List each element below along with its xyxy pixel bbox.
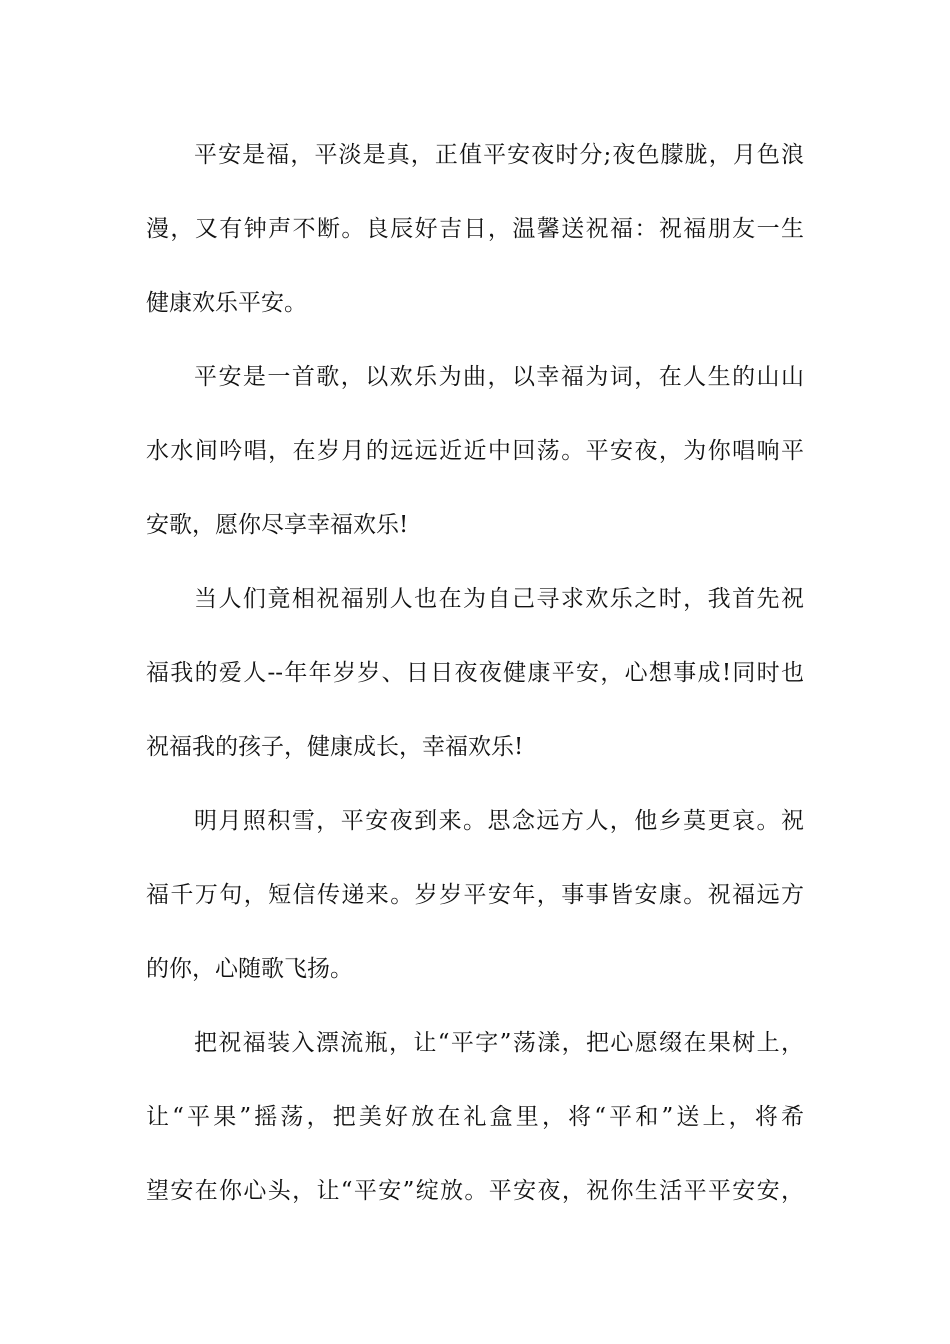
text-line: 平安是福，平淡是真，正值平安夜时分;夜色朦胧，月色浪 <box>194 142 804 168</box>
text-line: 健康欢乐平安。 <box>146 290 307 316</box>
paragraph-2 <box>146 340 804 562</box>
text-line: 漫，又有钟声不断。良辰好吉日，温馨送祝福：祝福朋友一生 <box>146 216 804 242</box>
text-line: 明月照积雪，平安夜到来。思念远方人，他乡莫更哀。祝 <box>194 808 804 834</box>
text-line: 让“平果”摇荡，把美好放在礼盒里，将“平和”送上，将希 <box>146 1104 804 1130</box>
text-line: 福千万句，短信传递来。岁岁平安年，事事皆安康。祝福远方 <box>146 882 804 908</box>
paragraph-4 <box>146 784 804 1006</box>
document-body <box>146 118 804 1228</box>
text-line: 安歌，愿你尽享幸福欢乐! <box>146 512 409 538</box>
paragraph-5 <box>146 1006 804 1228</box>
paragraph-3 <box>146 562 804 784</box>
text-line: 当人们竟相祝福别人也在为自己寻求欢乐之时，我首先祝 <box>194 586 804 612</box>
text-line: 望安在你心头，让“平安”绽放。平安夜，祝你生活平平安安， <box>146 1178 804 1204</box>
text-line: 的你，心随歌飞扬。 <box>146 956 353 982</box>
text-line: 平安是一首歌，以欢乐为曲，以幸福为词，在人生的山山 <box>194 364 804 390</box>
paragraph-1 <box>146 118 804 340</box>
text-line: 把祝福装入漂流瓶，让“平字”荡漾，把心愿缀在果树上， <box>194 1030 804 1056</box>
text-line: 祝福我的孩子，健康成长，幸福欢乐! <box>146 734 524 760</box>
text-line: 水水间吟唱，在岁月的远远近近中回荡。平安夜，为你唱响平 <box>146 438 804 464</box>
text-line: 福我的爱人--年年岁岁、日日夜夜健康平安，心想事成!同时也 <box>146 660 804 686</box>
